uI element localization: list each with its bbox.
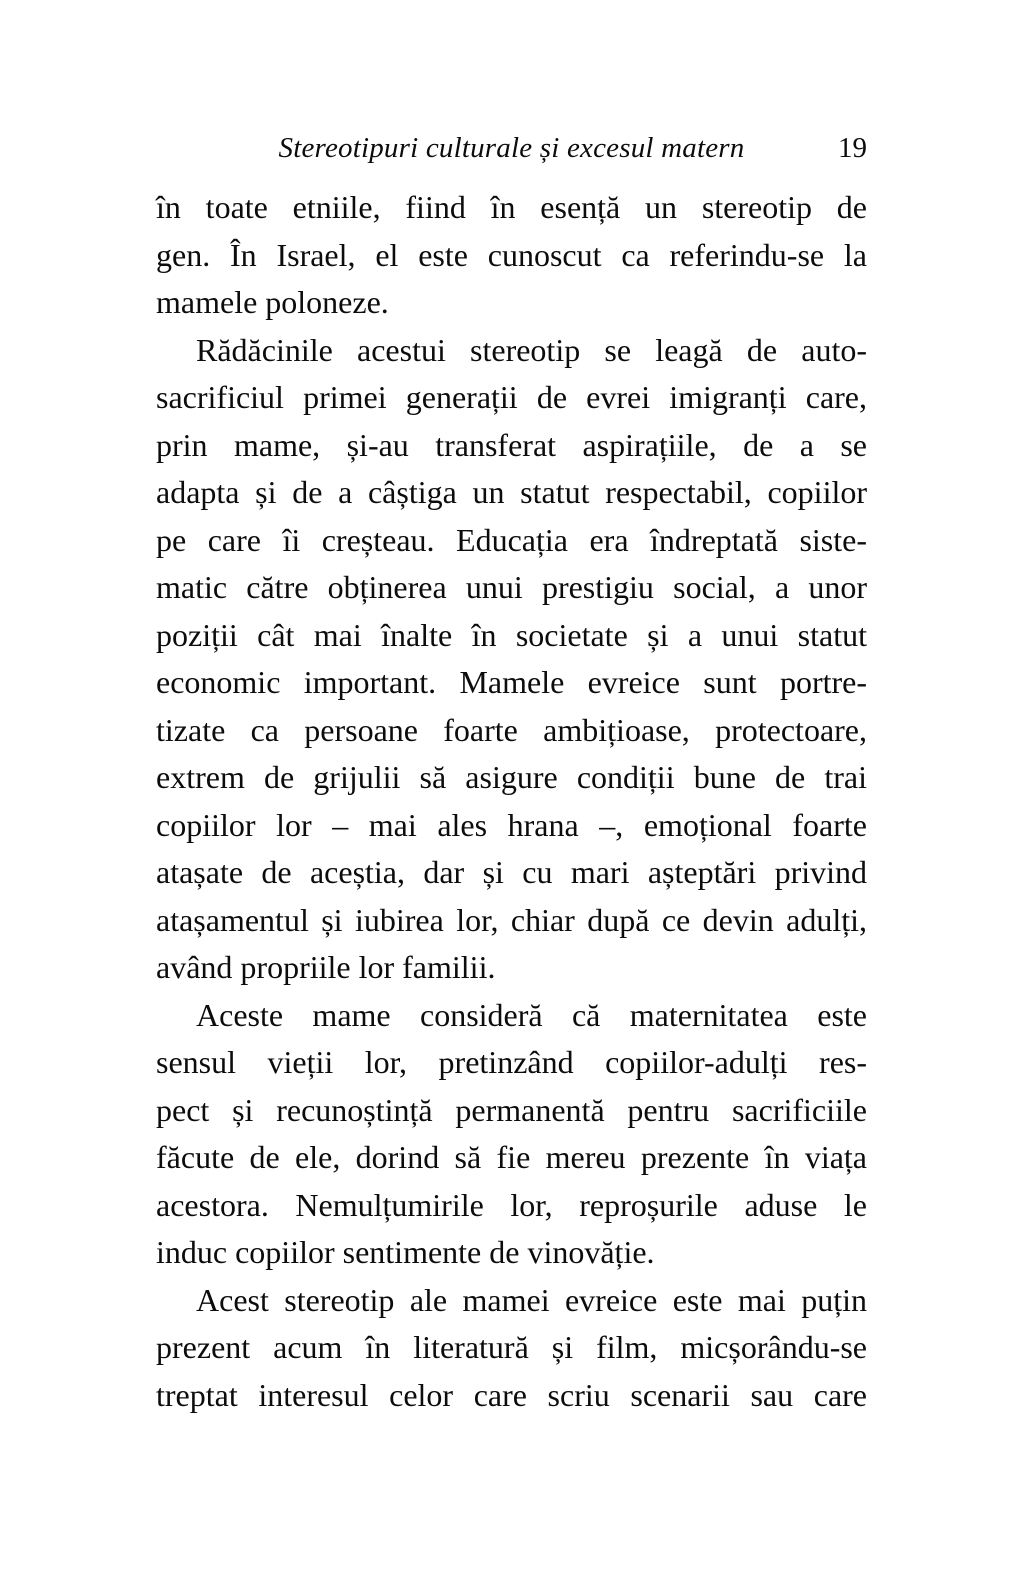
text-line: adapta și de a câștiga un statut respectabil, copiilor xyxy=(156,474,867,510)
text-line: extrem de grijulii să asigure condiții bune de trai xyxy=(156,759,867,795)
text-line: mamele poloneze. xyxy=(156,284,389,320)
text-line: matic către obținerea unui prestigiu social, a unor xyxy=(156,569,867,605)
text-line: pect și recunoștință permanentă pentru sacrificiile xyxy=(156,1091,867,1128)
text-line: făcute de ele, dorind să fie mereu prezente în viața xyxy=(156,1139,867,1175)
text-line: prezent acum în literatură și film, micșorându-se xyxy=(156,1329,867,1365)
text-line: acestora. Nemulțumirile lor, reproșurile aduse le xyxy=(156,1186,867,1223)
text-line: sensul vieții lor, pretinzând copiilor-adulți res- xyxy=(156,1044,867,1080)
text-line: Rădăcinile acestui stereotip se leagă de auto- xyxy=(196,331,867,368)
paragraph xyxy=(156,184,867,327)
text-line: tizate ca persoane foarte ambițioase, protectoare, xyxy=(156,711,867,748)
text-line: treptat interesul celor care scriu scenarii sau care xyxy=(156,1376,867,1413)
paragraph xyxy=(156,1277,867,1420)
text-line: în toate etniile, fiind în esență un stereotip de xyxy=(156,189,867,225)
page-number: 19 xyxy=(838,132,867,164)
text-line: copiilor lor – mai ales hrana –, emoțional foarte xyxy=(156,806,867,843)
body-text xyxy=(156,184,867,1419)
running-header-title: Stereotipuri culturale și excesul matern xyxy=(278,132,745,164)
text-line: atașate de aceștia, dar și cu mari așteptări privind xyxy=(156,854,867,890)
text-line: pe care îi creșteau. Educația era îndreptată siste- xyxy=(156,521,867,558)
text-line: induc copiilor sentimente de vinovăție. xyxy=(156,1234,655,1270)
text-line: economic important. Mamele evreice sunt portre- xyxy=(156,664,867,700)
running-header xyxy=(156,127,867,169)
paragraph xyxy=(156,992,867,1277)
text-line: având propriile lor familii. xyxy=(156,949,496,985)
text-line: atașamentul și iubirea lor, chiar după ce devin adulți, xyxy=(156,901,867,938)
text-line: prin mame, și-au transferat aspirațiile, de a se xyxy=(156,426,867,463)
paragraph xyxy=(156,327,867,992)
text-line: Acest stereotip ale mamei evreice este mai puțin xyxy=(196,1281,867,1318)
text-line: gen. În Israel, el este cunoscut ca referindu-se la xyxy=(156,236,867,273)
text-line: sacrificiul primei generații de evrei imigranți care, xyxy=(156,379,867,415)
text-line: Aceste mame consideră că maternitatea este xyxy=(196,996,867,1033)
text-line: poziții cât mai înalte în societate și a unui statut xyxy=(156,616,867,653)
